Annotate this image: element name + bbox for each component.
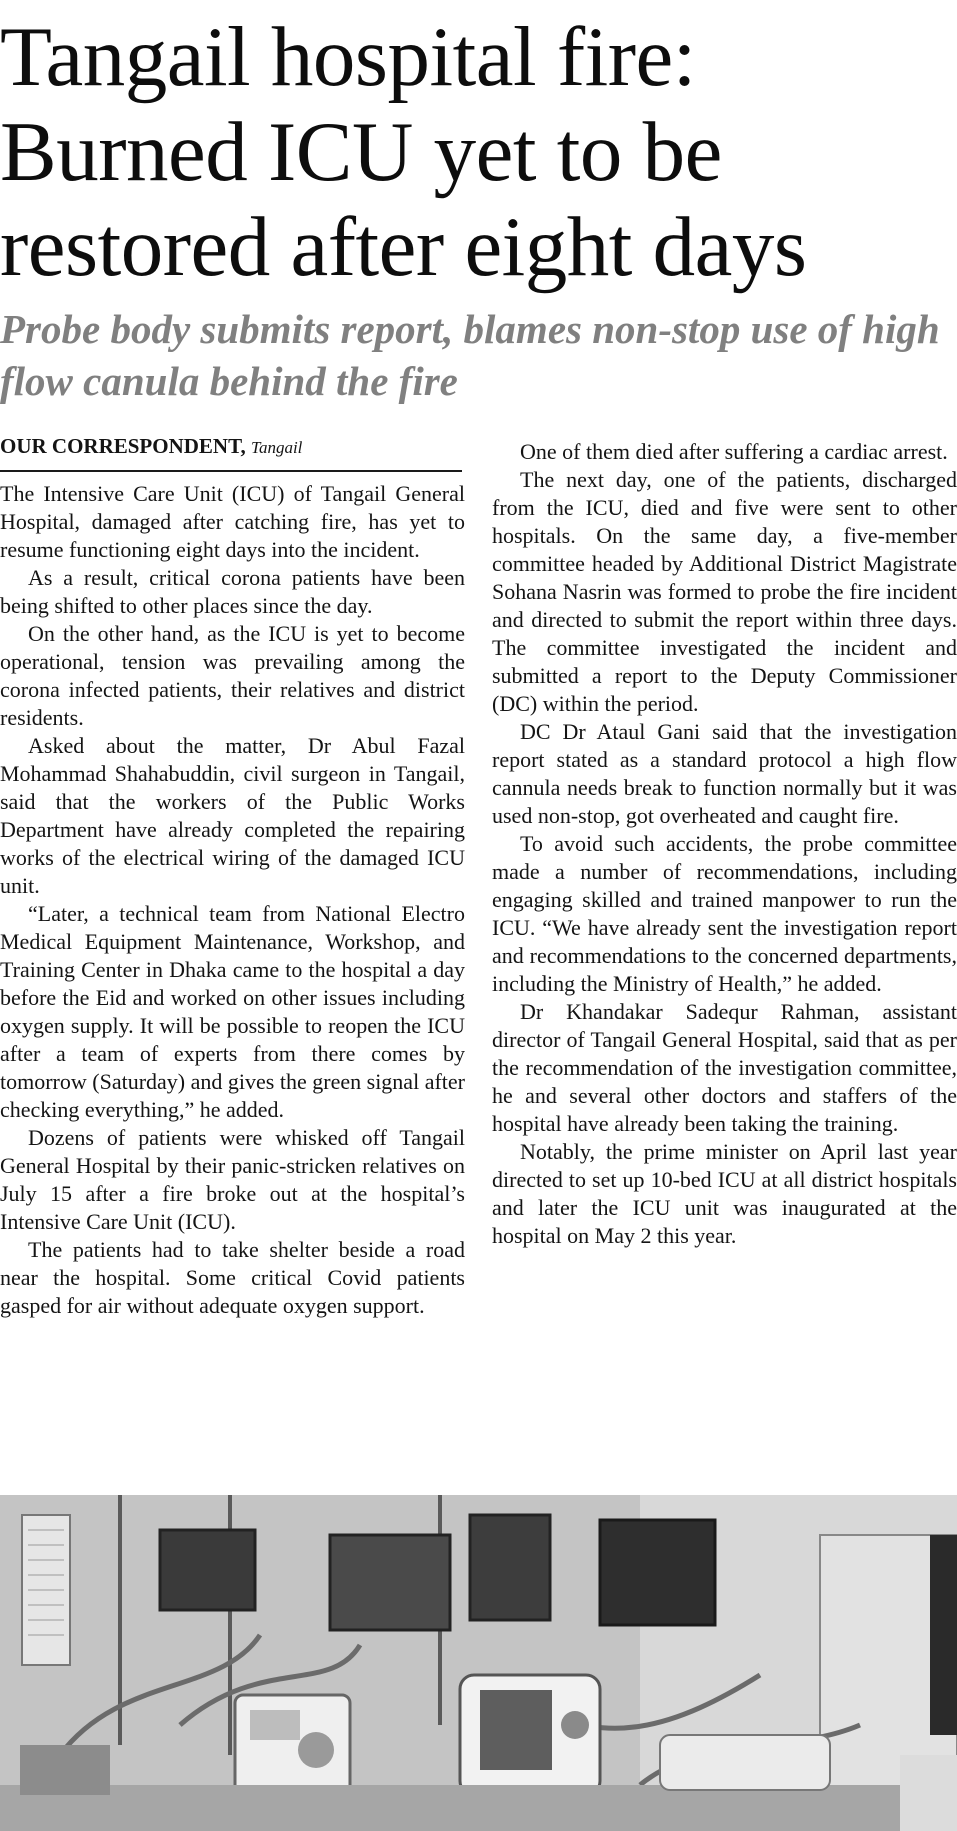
paragraph: DC Dr Ataul Gani said that the investigation report stated as a standard protocol a high flow cannula needs break to function normally but it was used non-stop, got overheated and caught fire. [492, 719, 957, 828]
paragraph: The patients had to take shelter beside a road near the hospital. Some critical Covid patients gasped for air without adequate oxygen support. [0, 1237, 465, 1318]
paragraph: Asked about the matter, Dr Abul Fazal Mohammad Shahabuddin, civil surgeon in Tangail, said that the workers of the Public Works Department have already completed the repairing works of the electrical wiring of the damaged ICU unit. [0, 733, 465, 898]
icu-equipment-illustration [0, 1495, 957, 1831]
paragraph: Dr Khandakar Sadequr Rahman, assistant director of Tangail General Hospital, said that as per the recommendation of the investigation committee, he and several other doctors and staffers of the hospital have already been taking the training. [492, 999, 957, 1136]
paragraph: “Later, a technical team from National Electro Medical Equipment Maintenance, Workshop, and Training Center in Dhaka came to the hospital a day before the Eid and worked on other issues including oxygen supply. It will be possible to reopen the ICU after a team of experts from there comes by tomorrow (Saturday) and gives the green signal after checking everything,” he added. [0, 901, 465, 1122]
subheadline: Probe body submits report, blames non-stop use of high flow canula behind the fire [0, 306, 940, 404]
byline [0, 432, 462, 472]
article-column-right [492, 438, 957, 1250]
paragraph: To avoid such accidents, the probe committee made a number of recommendations, including engaging skilled and trained manpower to run the ICU. “We have already sent the investigation report and recommendations to the concerned departments, including the Ministry of Health,” he added. [492, 831, 957, 996]
byline-name: OUR CORRESPONDENT, [0, 434, 246, 458]
article-column-left [0, 480, 465, 1320]
paragraph: As a result, critical corona patients have been being shifted to other places since the day. [0, 565, 465, 618]
byline-location: Tangail [251, 438, 303, 457]
paragraph: Notably, the prime minister on April last year directed to set up 10-bed ICU at all district hospitals and later the ICU unit was inaugurated at the hospital on May 2 this year. [492, 1139, 957, 1248]
burned-icu-photo [0, 1495, 957, 1831]
headline: Tangail hospital fire: Burned ICU yet to be restored after eight days [0, 10, 807, 294]
paragraph: On the other hand, as the ICU is yet to become operational, tension was prevailing among the corona infected patients, their relatives and district residents. [0, 621, 465, 730]
paragraph: The Intensive Care Unit (ICU) of Tangail General Hospital, damaged after catching fire, has yet to resume functioning eight days into the incident. [0, 481, 465, 562]
paragraph: Dozens of patients were whisked off Tangail General Hospital by their panic-stricken relatives on July 15 after a fire broke out at the hospital’s Intensive Care Unit (ICU). [0, 1125, 465, 1234]
paragraph: The next day, one of the patients, discharged from the ICU, died and five were sent to other hospitals. On the same day, a five-member committee headed by Additional District Magistrate Sohana Nasrin was formed to probe the fire incident and directed to submit the report within three days. The committee investigated the incident and submitted a report to the Deputy Commissioner (DC) within the period. [492, 467, 957, 716]
paragraph: One of them died after suffering a cardiac arrest. [520, 439, 948, 464]
